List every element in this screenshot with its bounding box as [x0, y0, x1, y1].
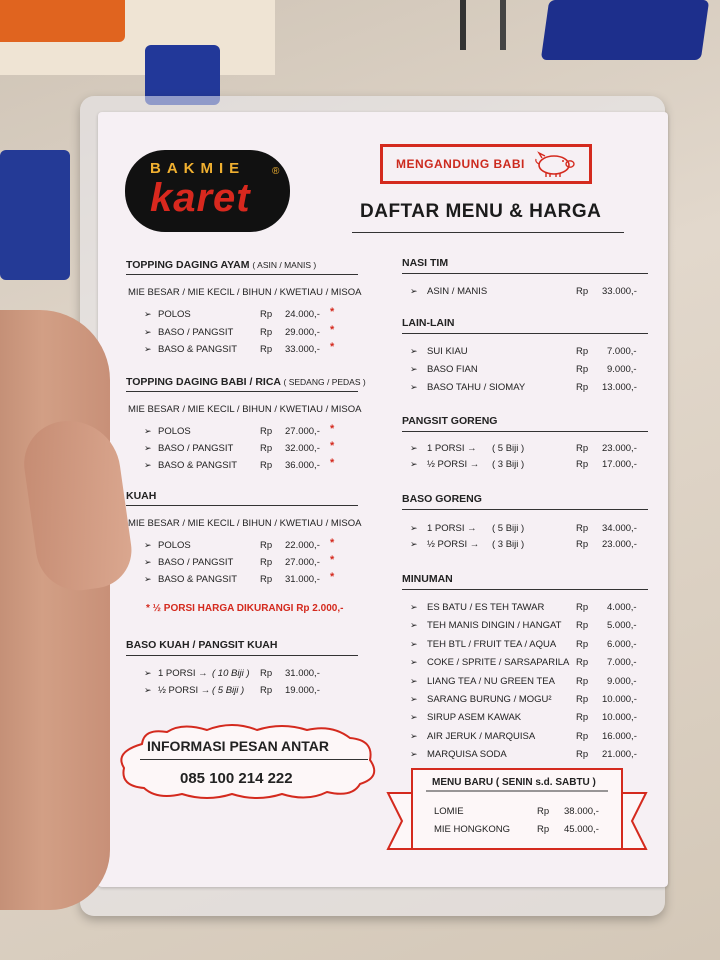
- item-price: 33.000,-: [285, 344, 320, 355]
- item-price: 7.000,-: [607, 346, 637, 357]
- item-name: BASO & PANGSIT: [158, 460, 238, 471]
- bullet-icon: ➢: [410, 712, 418, 722]
- item-name: MIE HONGKONG: [434, 824, 511, 835]
- asterisk-icon: *: [330, 457, 335, 469]
- item-price: 13.000,-: [602, 382, 637, 393]
- item-price: 6.000,-: [607, 639, 637, 650]
- item-currency: Rp: [537, 806, 550, 817]
- noodle-options: MIE BESAR / MIE KECIL / BIHUN / KWETIAU / MISOA: [128, 287, 362, 298]
- asterisk-icon: *: [330, 341, 335, 353]
- section-topping-ayam: [126, 259, 316, 271]
- item-qty: ( 5 Biji ): [212, 685, 245, 696]
- item-currency: Rp: [260, 557, 273, 568]
- item-name: ASIN / MANIS: [427, 286, 488, 297]
- divider: [126, 391, 358, 392]
- delivery-phone: 085 100 214 222: [180, 770, 293, 787]
- brand-main: karet: [150, 176, 251, 220]
- asterisk-icon: *: [330, 440, 335, 452]
- bullet-icon: ➢: [144, 668, 152, 678]
- item-currency: Rp: [537, 824, 550, 835]
- item-currency: Rp: [576, 523, 589, 534]
- item-price: 36.000,-: [285, 460, 320, 471]
- item-price: 9.000,-: [607, 364, 637, 375]
- item-price: 31.000,-: [285, 574, 320, 585]
- item-currency: Rp: [576, 694, 589, 705]
- section-kuah: KUAH: [126, 490, 157, 502]
- divider: [402, 589, 648, 590]
- item-currency: Rp: [576, 712, 589, 723]
- item-name: ½ PORSI →: [427, 539, 480, 550]
- bullet-icon: ➢: [144, 574, 152, 584]
- section-topping-babi: [126, 376, 366, 388]
- item-currency: Rp: [260, 327, 273, 338]
- item-qty: ( 5 Biji ): [492, 523, 525, 534]
- half-portion-note: * ½ PORSI HARGA DIKURANGI Rp 2.000,-: [146, 603, 344, 614]
- blue-chair: [541, 0, 709, 60]
- bullet-icon: ➢: [410, 443, 418, 453]
- bullet-icon: ➢: [410, 620, 418, 630]
- item-currency: Rp: [260, 309, 273, 320]
- item-currency: Rp: [576, 639, 589, 650]
- item-price: 32.000,-: [285, 443, 320, 454]
- item-currency: Rp: [576, 382, 589, 393]
- divider: [126, 274, 358, 275]
- divider: [126, 505, 358, 506]
- pork-notice: MENGANDUNG BABI: [396, 157, 525, 171]
- item-name: AIR JERUK / MARQUISA: [427, 731, 536, 742]
- section-nasi-tim: NASI TIM: [402, 257, 449, 269]
- chair-legs: [440, 0, 530, 50]
- asterisk-icon: *: [330, 537, 335, 549]
- bullet-icon: ➢: [410, 676, 418, 686]
- item-price: 38.000,-: [564, 806, 599, 817]
- item-qty: ( 10 Biji ): [212, 668, 250, 679]
- item-name: SUI KIAU: [427, 346, 468, 357]
- delivery-title: INFORMASI PESAN ANTAR: [147, 738, 329, 754]
- section-title: TOPPING DAGING BABI / RICA: [126, 376, 281, 388]
- bullet-icon: ➢: [144, 557, 152, 567]
- orange-tray: [0, 0, 125, 42]
- item-price: 27.000,-: [285, 426, 320, 437]
- item-name: COKE / SPRITE / SARSAPARILA: [427, 657, 570, 668]
- item-qty: ( 5 Biji ): [492, 443, 525, 454]
- item-name: BASO / PANGSIT: [158, 443, 234, 454]
- item-currency: Rp: [576, 346, 589, 357]
- bullet-icon: ➢: [410, 539, 418, 549]
- bullet-icon: ➢: [410, 602, 418, 612]
- divider: [126, 655, 358, 656]
- asterisk-icon: *: [330, 306, 335, 318]
- item-currency: Rp: [576, 657, 589, 668]
- bullet-icon: ➢: [410, 639, 418, 649]
- item-name: ½ PORSI →: [427, 459, 480, 470]
- bullet-icon: ➢: [410, 657, 418, 667]
- item-price: 45.000,-: [564, 824, 599, 835]
- item-currency: Rp: [576, 676, 589, 687]
- divider: [402, 431, 648, 432]
- section-title: TOPPING DAGING AYAM: [126, 259, 250, 271]
- section-pangsit-goreng: PANGSIT GORENG: [402, 415, 498, 427]
- item-name: BASO / PANGSIT: [158, 557, 234, 568]
- divider: [140, 759, 368, 760]
- item-currency: Rp: [576, 539, 589, 550]
- item-name: SIRUP ASEM KAWAK: [427, 712, 522, 723]
- item-price: 22.000,-: [285, 540, 320, 551]
- asterisk-icon: *: [330, 423, 335, 435]
- page-title: DAFTAR MENU & HARGA: [360, 201, 602, 222]
- item-currency: Rp: [260, 426, 273, 437]
- item-price: 31.000,-: [285, 668, 320, 679]
- item-currency: Rp: [576, 364, 589, 375]
- bullet-icon: ➢: [410, 731, 418, 741]
- divider: [402, 333, 648, 334]
- bullet-icon: ➢: [410, 364, 418, 374]
- item-currency: Rp: [576, 620, 589, 631]
- item-name: 1 PORSI →: [427, 443, 477, 454]
- asterisk-icon: *: [330, 571, 335, 583]
- item-price: 23.000,-: [602, 539, 637, 550]
- item-price: 19.000,-: [285, 685, 320, 696]
- bullet-icon: ➢: [144, 443, 152, 453]
- noodle-options: MIE BESAR / MIE KECIL / BIHUN / KWETIAU / MISOA: [128, 404, 362, 415]
- item-name: BASO & PANGSIT: [158, 574, 238, 585]
- item-name: LIANG TEA / NU GREEN TEA: [427, 676, 555, 687]
- item-price: 10.000,-: [602, 694, 637, 705]
- section-lain-lain: LAIN-LAIN: [402, 317, 455, 329]
- item-name: BASO FIAN: [427, 364, 478, 375]
- item-price: 5.000,-: [607, 620, 637, 631]
- item-price: 10.000,-: [602, 712, 637, 723]
- bullet-icon: ➢: [144, 309, 152, 319]
- registered-mark: ®: [272, 166, 280, 177]
- item-name: ES BATU / ES TEH TAWAR: [427, 602, 545, 613]
- asterisk-icon: *: [330, 324, 335, 336]
- bullet-icon: ➢: [144, 460, 152, 470]
- item-price: 9.000,-: [607, 676, 637, 687]
- item-qty: ( 3 Biji ): [492, 459, 525, 470]
- item-name: 1 PORSI →: [427, 523, 477, 534]
- section-baso-kuah: BASO KUAH / PANGSIT KUAH: [126, 639, 278, 651]
- item-name: TEH MANIS DINGIN / HANGAT: [427, 620, 562, 631]
- item-price: 16.000,-: [602, 731, 637, 742]
- section-minuman: MINUMAN: [402, 573, 453, 585]
- divider: [402, 509, 648, 510]
- item-currency: Rp: [260, 668, 273, 679]
- item-currency: Rp: [260, 574, 273, 585]
- item-name: ½ PORSI →: [158, 685, 211, 696]
- section-variant: ( ASIN / MANIS ): [252, 260, 317, 270]
- pig-icon: [530, 150, 580, 178]
- item-name: POLOS: [158, 309, 191, 320]
- item-currency: Rp: [260, 460, 273, 471]
- item-currency: Rp: [576, 749, 589, 760]
- item-name: POLOS: [158, 426, 191, 437]
- section-baso-goreng: BASO GORENG: [402, 493, 482, 505]
- item-currency: Rp: [260, 344, 273, 355]
- item-name: MARQUISA SODA: [427, 749, 507, 760]
- item-name: BASO TAHU / SIOMAY: [427, 382, 526, 393]
- delivery-cloud: [112, 722, 384, 800]
- item-price: 17.000,-: [602, 459, 637, 470]
- title-underline: [352, 232, 624, 233]
- item-currency: Rp: [576, 731, 589, 742]
- item-currency: Rp: [576, 459, 589, 470]
- item-price: 33.000,-: [602, 286, 637, 297]
- bullet-icon: ➢: [410, 286, 418, 296]
- item-name: SARANG BURUNG / MOGU²: [427, 694, 552, 705]
- item-price: 21.000,-: [602, 749, 637, 760]
- bullet-icon: ➢: [410, 694, 418, 704]
- item-qty: ( 3 Biji ): [492, 539, 525, 550]
- bullet-icon: ➢: [410, 346, 418, 356]
- asterisk-icon: *: [330, 554, 335, 566]
- item-name: TEH BTL / FRUIT TEA / AQUA: [427, 639, 557, 650]
- item-price: 29.000,-: [285, 327, 320, 338]
- item-currency: Rp: [260, 540, 273, 551]
- bullet-icon: ➢: [410, 749, 418, 759]
- item-price: 24.000,-: [285, 309, 320, 320]
- brand-top: BAKMIE: [150, 160, 246, 177]
- item-currency: Rp: [576, 286, 589, 297]
- item-price: 4.000,-: [607, 602, 637, 613]
- blue-chair-left: [0, 150, 70, 280]
- divider: [402, 273, 648, 274]
- item-price: 23.000,-: [602, 443, 637, 454]
- bullet-icon: ➢: [410, 523, 418, 533]
- item-currency: Rp: [260, 443, 273, 454]
- item-price: 7.000,-: [607, 657, 637, 668]
- item-name: BASO & PANGSIT: [158, 344, 238, 355]
- item-currency: Rp: [576, 443, 589, 454]
- item-name: BASO / PANGSIT: [158, 327, 234, 338]
- bullet-icon: ➢: [144, 344, 152, 354]
- item-currency: Rp: [260, 685, 273, 696]
- item-price: 34.000,-: [602, 523, 637, 534]
- bullet-icon: ➢: [144, 540, 152, 550]
- item-name: LOMIE: [434, 806, 464, 817]
- section-variant: ( SEDANG / PEDAS ): [283, 377, 366, 387]
- item-name: 1 PORSI →: [158, 668, 208, 679]
- hand: [0, 310, 110, 910]
- noodle-options: MIE BESAR / MIE KECIL / BIHUN / KWETIAU / MISOA: [128, 518, 362, 529]
- bullet-icon: ➢: [410, 382, 418, 392]
- bullet-icon: ➢: [144, 685, 152, 695]
- bullet-icon: ➢: [144, 426, 152, 436]
- new-menu-title: MENU BARU ( SENIN s.d. SABTU ): [432, 777, 596, 788]
- bullet-icon: ➢: [144, 327, 152, 337]
- item-currency: Rp: [576, 602, 589, 613]
- item-price: 27.000,-: [285, 557, 320, 568]
- bullet-icon: ➢: [410, 459, 418, 469]
- item-name: POLOS: [158, 540, 191, 551]
